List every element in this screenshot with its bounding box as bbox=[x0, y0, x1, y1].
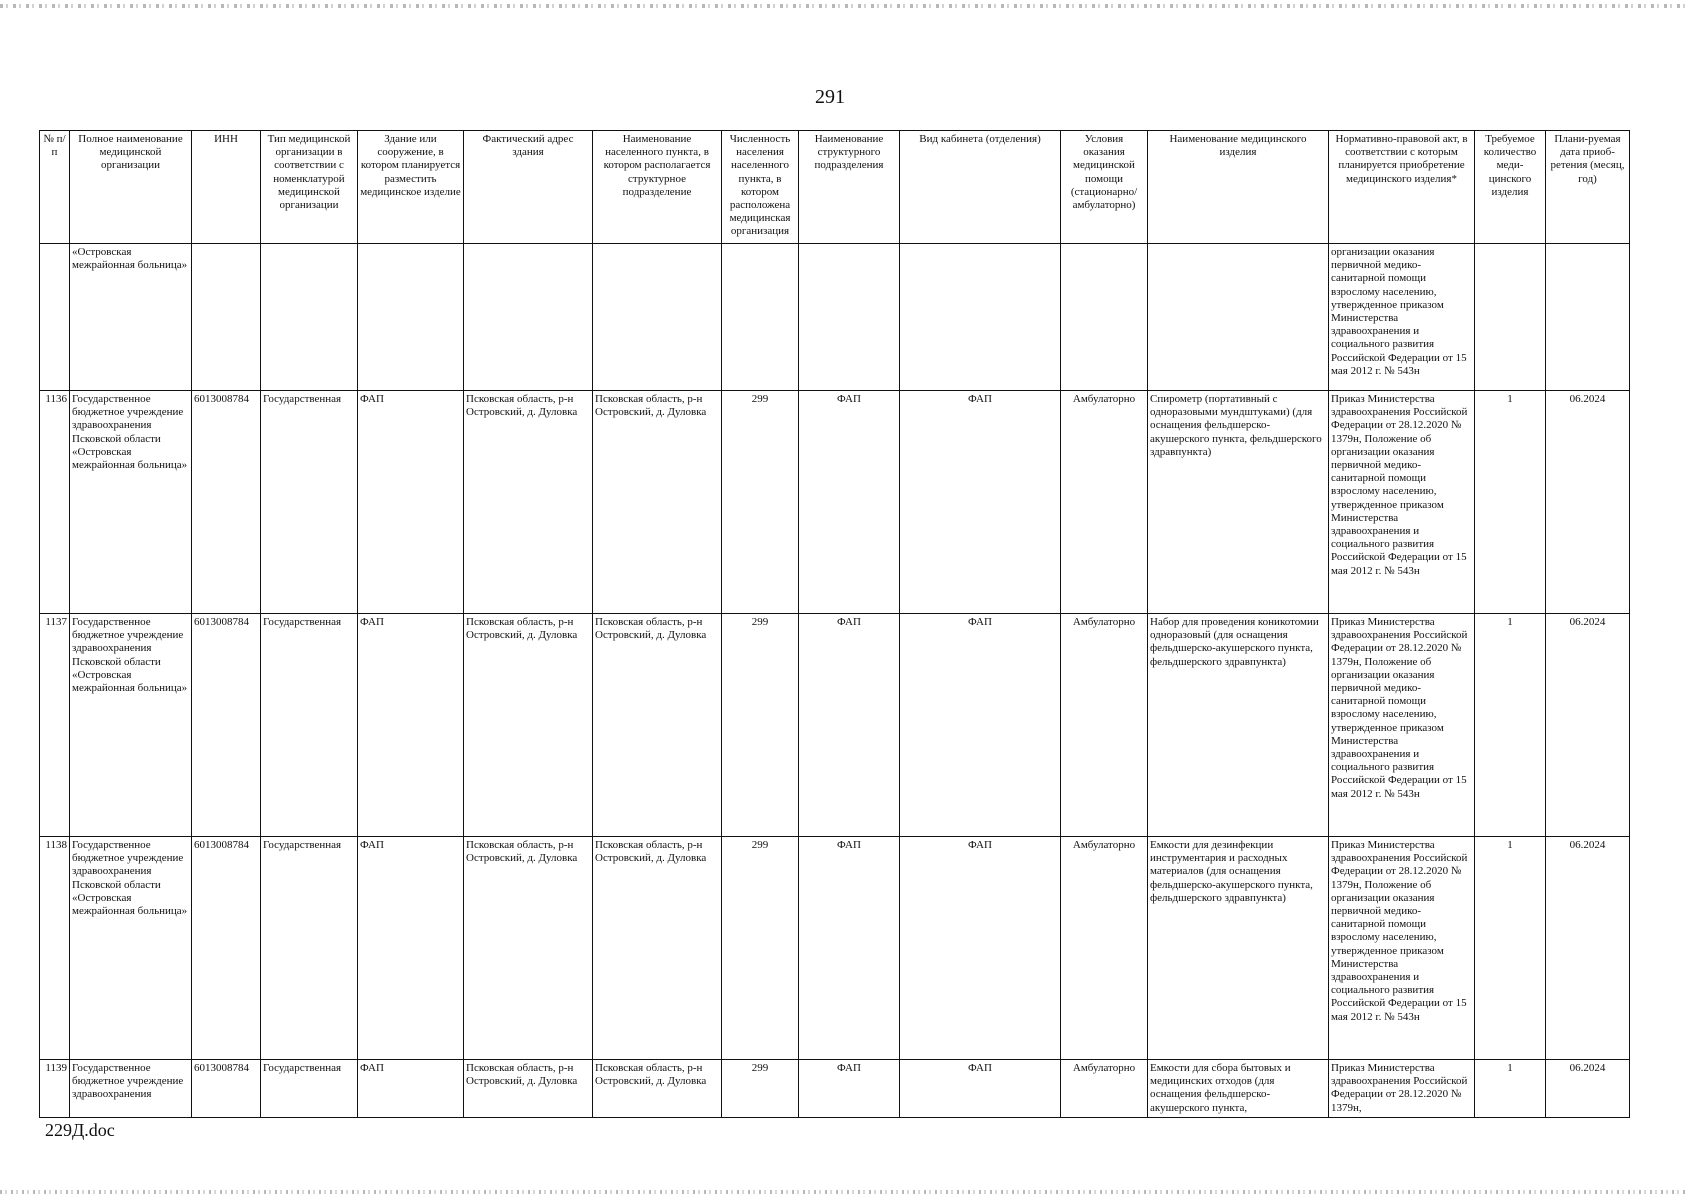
cell-population: 299 bbox=[722, 391, 799, 614]
cell-building: ФАП bbox=[358, 614, 464, 837]
cell-type: Государственная bbox=[261, 837, 358, 1060]
cell-room: ФАП bbox=[900, 391, 1061, 614]
cell-inn: 6013008784 bbox=[192, 391, 261, 614]
cell-quantity bbox=[1475, 244, 1546, 391]
table-row-continuation bbox=[40, 244, 1630, 391]
cell-device: Набор для проведения коникотомии одноразовый (для оснащения фельдшерско-акушерского пункта, фельдшерского здравпункта) bbox=[1148, 614, 1329, 837]
cell-settlement: Псковская область, р-н Островский, д. Дуловка bbox=[593, 1060, 722, 1118]
cell-date bbox=[1546, 244, 1630, 391]
header-room: Вид кабинета (отделения) bbox=[900, 131, 1061, 244]
cell-division: ФАП bbox=[799, 391, 900, 614]
cell-room: ФАП bbox=[900, 614, 1061, 837]
cell-date: 06.2024 bbox=[1546, 837, 1630, 1060]
table-row bbox=[40, 391, 1630, 614]
cell-conditions: Амбулаторно bbox=[1061, 391, 1148, 614]
cell-address: Псковская область, р-н Островский, д. Дуловка bbox=[464, 837, 593, 1060]
cell-organization: Государственное бюджетное учреждение здравоохранения Псковской области «Островская межрайонная больница» bbox=[70, 614, 192, 837]
header-date: Плани-руемая дата приоб-ретения (месяц, год) bbox=[1546, 131, 1630, 244]
cell-room bbox=[900, 244, 1061, 391]
cell-organization: Государственное бюджетное учреждение здравоохранения Псковской области «Островская межрайонная больница» bbox=[70, 837, 192, 1060]
header-legal-act: Нормативно-правовой акт, в соответствии с которым планируется приобретение медицинского изделия* bbox=[1329, 131, 1475, 244]
cell-quantity: 1 bbox=[1475, 837, 1546, 1060]
cell-device: Спирометр (портативный с одноразовыми мундштуками) (для оснащения фельдшерско-акушерского пункта, фельдшерского здравпункта) bbox=[1148, 391, 1329, 614]
cell-type: Государственная bbox=[261, 391, 358, 614]
header-type: Тип медицинской организации в соответствии с номенклатурой медицинской организации bbox=[261, 131, 358, 244]
cell-building: ФАП bbox=[358, 1060, 464, 1118]
cell-building: ФАП bbox=[358, 837, 464, 1060]
cell-building: ФАП bbox=[358, 391, 464, 614]
cell-population: 299 bbox=[722, 614, 799, 837]
header-population: Численность населения населенного пункта, в котором расположена медицинская организация bbox=[722, 131, 799, 244]
cell-population bbox=[722, 244, 799, 391]
page-number: 291 bbox=[815, 86, 845, 108]
cell-population: 299 bbox=[722, 837, 799, 1060]
header-device: Наименование медицинского изделия bbox=[1148, 131, 1329, 244]
cell-organization: «Островская межрайонная больница» bbox=[70, 244, 192, 391]
table-row bbox=[40, 837, 1630, 1060]
cell-conditions: Амбулаторно bbox=[1061, 1060, 1148, 1118]
scan-edge-bottom bbox=[0, 1190, 1686, 1194]
cell-type: Государственная bbox=[261, 1060, 358, 1118]
scan-edge-top bbox=[0, 4, 1686, 8]
header-building: Здание или сооружение, в котором планируется разместить медицинское изделие bbox=[358, 131, 464, 244]
cell-inn: 6013008784 bbox=[192, 614, 261, 837]
header-settlement: Наименование населенного пункта, в котором располагается структурное подразделение bbox=[593, 131, 722, 244]
header-address: Фактический адрес здания bbox=[464, 131, 593, 244]
cell-conditions: Амбулаторно bbox=[1061, 614, 1148, 837]
cell-date: 06.2024 bbox=[1546, 391, 1630, 614]
cell-device: Емкости для сбора бытовых и медицинских отходов (для оснащения фельдшерско-акушерского пункта, bbox=[1148, 1060, 1329, 1118]
cell-conditions bbox=[1061, 244, 1148, 391]
cell-no: 1137 bbox=[40, 614, 70, 837]
cell-division: ФАП bbox=[799, 1060, 900, 1118]
header-organization: Полное наименование медицинской организации bbox=[70, 131, 192, 244]
cell-inn bbox=[192, 244, 261, 391]
cell-device bbox=[1148, 244, 1329, 391]
header-inn: ИНН bbox=[192, 131, 261, 244]
cell-date: 06.2024 bbox=[1546, 614, 1630, 837]
cell-quantity: 1 bbox=[1475, 1060, 1546, 1118]
header-row bbox=[40, 131, 1630, 244]
cell-date: 06.2024 bbox=[1546, 1060, 1630, 1118]
header-no: № п/п bbox=[40, 131, 70, 244]
cell-address: Псковская область, р-н Островский, д. Дуловка bbox=[464, 391, 593, 614]
cell-no: 1139 bbox=[40, 1060, 70, 1118]
file-name-footer: 229Д.doc bbox=[45, 1120, 115, 1140]
cell-conditions: Амбулаторно bbox=[1061, 837, 1148, 1060]
cell-address bbox=[464, 244, 593, 391]
cell-inn: 6013008784 bbox=[192, 837, 261, 1060]
cell-building bbox=[358, 244, 464, 391]
cell-no: 1136 bbox=[40, 391, 70, 614]
cell-no bbox=[40, 244, 70, 391]
cell-settlement bbox=[593, 244, 722, 391]
cell-organization: Государственное бюджетное учреждение здравоохранения Псковской области «Островская межрайонная больница» bbox=[70, 391, 192, 614]
cell-legal-act: организации оказания первичной медико-санитарной помощи взрослому населению, утвержденное приказом Министерства здравоохранения и социального развития Российской Федерации от 15 мая 2012 г. № 543н bbox=[1329, 244, 1475, 391]
cell-address: Псковская область, р-н Островский, д. Дуловка bbox=[464, 1060, 593, 1118]
cell-settlement: Псковская область, р-н Островский, д. Дуловка bbox=[593, 391, 722, 614]
header-conditions: Условия оказания медицинской помощи (стационарно/ амбулаторно) bbox=[1061, 131, 1148, 244]
cell-legal-act: Приказ Министерства здравоохранения Российской Федерации от 28.12.2020 № 1379н, Положение об организации оказания первичной медико-санитарной помощи взрослому населению, утвержденное приказом Министерства здравоохранения и социального развития Российской Федерации от 15 мая 2012 г. № 543н bbox=[1329, 391, 1475, 614]
cell-division bbox=[799, 244, 900, 391]
equipment-table bbox=[39, 130, 1630, 1118]
cell-room: ФАП bbox=[900, 1060, 1061, 1118]
cell-legal-act: Приказ Министерства здравоохранения Российской Федерации от 28.12.2020 № 1379н, Положение об организации оказания первичной медико-санитарной помощи взрослому населению, утвержденное приказом Министерства здравоохранения и социального развития Российской Федерации от 15 мая 2012 г. № 543н bbox=[1329, 837, 1475, 1060]
cell-device: Емкости для дезинфекции инструментария и расходных материалов (для оснащения фельдшерско-акушерского пункта, фельдшерского здравпункта) bbox=[1148, 837, 1329, 1060]
cell-organization: Государственное бюджетное учреждение здравоохранения bbox=[70, 1060, 192, 1118]
cell-address: Псковская область, р-н Островский, д. Дуловка bbox=[464, 614, 593, 837]
cell-legal-act: Приказ Министерства здравоохранения Российской Федерации от 28.12.2020 № 1379н, bbox=[1329, 1060, 1475, 1118]
cell-legal-act: Приказ Министерства здравоохранения Российской Федерации от 28.12.2020 № 1379н, Положение об организации оказания первичной медико-санитарной помощи взрослому населению, утвержденное приказом Министерства здравоохранения и социального развития Российской Федерации от 15 мая 2012 г. № 543н bbox=[1329, 614, 1475, 837]
table-row bbox=[40, 614, 1630, 837]
cell-inn: 6013008784 bbox=[192, 1060, 261, 1118]
header-division: Наименование структурного подразделения bbox=[799, 131, 900, 244]
cell-quantity: 1 bbox=[1475, 614, 1546, 837]
table-row-partial bbox=[40, 1060, 1630, 1118]
cell-type bbox=[261, 244, 358, 391]
cell-division: ФАП bbox=[799, 614, 900, 837]
cell-settlement: Псковская область, р-н Островский, д. Дуловка bbox=[593, 614, 722, 837]
cell-division: ФАП bbox=[799, 837, 900, 1060]
header-quantity: Требуемое количество меди-цинского изделия bbox=[1475, 131, 1546, 244]
cell-type: Государственная bbox=[261, 614, 358, 837]
cell-population: 299 bbox=[722, 1060, 799, 1118]
cell-room: ФАП bbox=[900, 837, 1061, 1060]
cell-settlement: Псковская область, р-н Островский, д. Дуловка bbox=[593, 837, 722, 1060]
cell-quantity: 1 bbox=[1475, 391, 1546, 614]
cell-no: 1138 bbox=[40, 837, 70, 1060]
